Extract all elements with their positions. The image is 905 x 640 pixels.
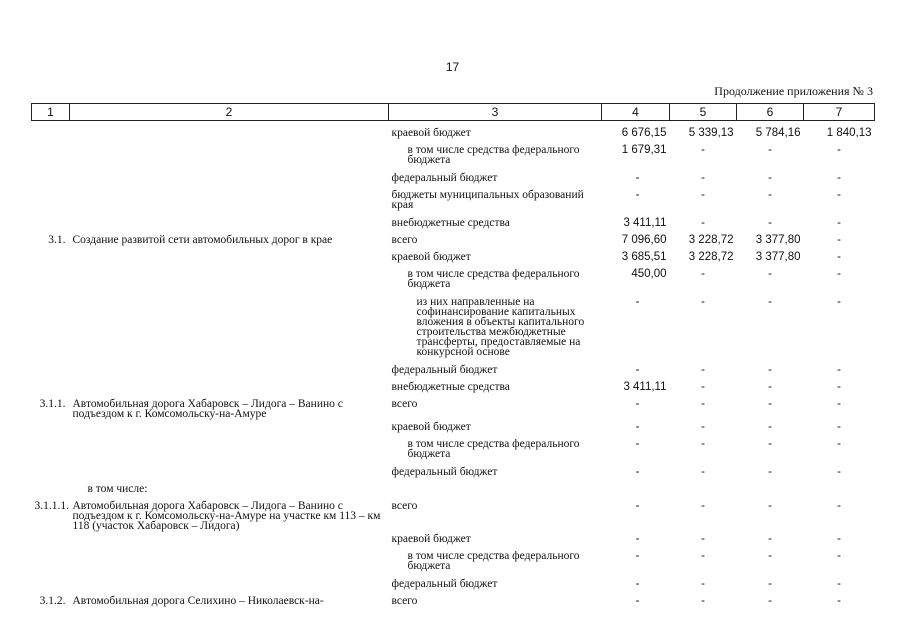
row-name	[70, 438, 389, 466]
value-col-7: -	[837, 397, 841, 410]
row-code: 3.1.1.1.	[34, 499, 69, 512]
value-col-7: -	[837, 532, 841, 545]
value-col-4: -	[635, 420, 640, 433]
value-col-4: 3 411,11	[623, 216, 667, 229]
value-col-5: -	[701, 532, 705, 545]
table-row	[32, 144, 875, 172]
value-col-7: -	[837, 549, 841, 562]
value-col-6: 3 377,80	[755, 250, 801, 263]
funding-source: федеральный бюджет	[391, 171, 498, 184]
value-col-6: 3 377,80	[755, 233, 801, 246]
column-header: 4	[602, 104, 670, 121]
table-row	[32, 217, 875, 234]
row-name	[70, 144, 389, 172]
row-name	[70, 578, 389, 595]
value-col-4: 3 411,11	[623, 380, 667, 393]
value-col-6: -	[768, 532, 772, 545]
value-col-5: -	[701, 363, 705, 376]
value-col-5: -	[701, 465, 705, 478]
funding-source: бюджеты муниципальных образований края	[391, 188, 584, 211]
header-row	[32, 104, 875, 121]
column-header: 2	[70, 104, 389, 121]
funding-source: всего	[391, 233, 418, 246]
value-col-4: -	[635, 549, 640, 562]
value-col-4: -	[635, 465, 640, 478]
value-col-4: -	[635, 397, 640, 410]
value-col-4: 3 685,51	[621, 250, 667, 263]
value-col-6: -	[768, 188, 772, 201]
appendix-continuation-label: Продолжение приложения № 3	[714, 84, 873, 98]
value-col-5: -	[701, 549, 705, 562]
value-col-5: -	[701, 594, 705, 607]
row-code	[32, 533, 70, 550]
row-code	[32, 550, 70, 578]
column-header: 3	[389, 104, 602, 121]
row-code: 3.1.	[48, 233, 66, 246]
value-col-7: -	[837, 594, 841, 607]
row-code	[32, 217, 70, 234]
value-col-4: -	[635, 577, 640, 590]
budget-table	[31, 103, 875, 612]
value-col-6	[737, 483, 804, 500]
value-col-4: 7 096,60	[621, 233, 667, 246]
value-col-5: -	[701, 267, 705, 280]
row-name	[70, 296, 389, 364]
value-col-5: -	[701, 295, 705, 308]
column-header: 7	[804, 104, 875, 121]
row-code	[32, 296, 70, 364]
value-col-7: -	[837, 437, 841, 450]
table-row	[32, 381, 875, 398]
funding-source: внебюджетные средства	[391, 380, 510, 393]
value-col-4: -	[635, 437, 640, 450]
page-number: 17	[445, 60, 460, 74]
row-code	[32, 268, 70, 296]
row-code	[32, 189, 70, 217]
value-col-4: -	[635, 363, 640, 376]
value-col-6: -	[768, 295, 772, 308]
value-col-7: -	[837, 295, 841, 308]
value-col-5: -	[701, 143, 705, 156]
value-col-5: -	[701, 420, 705, 433]
row-name: Автомобильная дорога Хабаровск – Лидога – Ванино с подъездом к г. Комсомольску-на-Амуре на участке км 113 – км 118 (участок Хабаровск – Лидога)	[72, 499, 381, 532]
value-col-5: -	[701, 171, 705, 184]
row-code	[32, 421, 70, 438]
table-row	[32, 364, 875, 381]
row-name	[70, 533, 389, 550]
value-col-5: -	[701, 380, 705, 393]
row-code	[32, 172, 70, 189]
funding-source: федеральный бюджет	[391, 577, 498, 590]
value-col-5: -	[701, 437, 705, 450]
value-col-4: -	[635, 594, 640, 607]
table-row	[32, 234, 875, 251]
value-col-6: -	[768, 363, 772, 376]
table-row	[32, 172, 875, 189]
row-code	[32, 483, 70, 500]
value-col-5: 3 228,72	[688, 233, 734, 246]
value-col-6: -	[768, 577, 772, 590]
row-name	[70, 550, 389, 578]
table-row	[32, 296, 875, 364]
table-row	[32, 421, 875, 438]
value-col-7: -	[837, 499, 841, 512]
funding-source: всего	[391, 499, 418, 512]
value-col-6: -	[768, 594, 772, 607]
value-col-7: -	[837, 267, 841, 280]
value-col-4	[602, 483, 670, 500]
row-name	[70, 251, 389, 268]
value-col-7	[804, 483, 875, 500]
value-col-5: -	[701, 397, 705, 410]
value-col-5: 3 228,72	[688, 250, 734, 263]
value-col-7: 1 840,13	[826, 126, 872, 139]
value-col-4: -	[635, 499, 640, 512]
table-row	[32, 595, 875, 612]
value-col-4: 6 676,15	[621, 126, 667, 139]
row-code	[32, 127, 70, 144]
value-col-7: -	[837, 188, 841, 201]
value-col-6: -	[768, 549, 772, 562]
row-name	[70, 421, 389, 438]
value-col-5	[670, 483, 737, 500]
value-col-6: -	[768, 216, 772, 229]
funding-source: в том числе средства федерального бюджета	[407, 549, 580, 572]
column-header: 6	[737, 104, 804, 121]
value-col-7: -	[837, 250, 841, 263]
row-name	[70, 364, 389, 381]
row-name	[70, 217, 389, 234]
table-row	[32, 500, 875, 533]
row-name: Автомобильная дорога Селихино – Николаевск-на-	[72, 594, 324, 607]
funding-source: федеральный бюджет	[391, 465, 498, 478]
row-name: Автомобильная дорога Хабаровск – Лидога – Ванино с подъездом к г. Комсомольску-на-Амуре	[72, 397, 343, 420]
table-body	[32, 121, 875, 612]
value-col-4: 1 679,31	[621, 143, 667, 156]
row-name	[70, 172, 389, 189]
value-col-6: -	[768, 143, 772, 156]
table-row	[32, 398, 875, 421]
value-col-7: -	[837, 171, 841, 184]
row-name: в том числе:	[87, 482, 148, 495]
table-row	[32, 127, 875, 144]
table-row	[32, 268, 875, 296]
value-col-6: -	[768, 171, 772, 184]
value-col-5: -	[701, 499, 705, 512]
column-header: 1	[32, 104, 70, 121]
funding-source: краевой бюджет	[391, 420, 471, 433]
value-col-7: -	[837, 233, 841, 246]
funding-source: краевой бюджет	[391, 126, 471, 139]
row-name	[70, 189, 389, 217]
row-name: Создание развитой сети автомобильных дорог в крае	[72, 233, 333, 246]
funding-source: федеральный бюджет	[391, 363, 498, 376]
funding-source: краевой бюджет	[391, 250, 471, 263]
value-col-4: -	[635, 171, 640, 184]
value-col-6: 5 784,16	[755, 126, 801, 139]
table-row	[32, 550, 875, 578]
column-header: 5	[670, 104, 737, 121]
row-code: 3.1.2.	[39, 594, 66, 607]
table-row	[32, 438, 875, 466]
value-col-6: -	[768, 267, 772, 280]
value-col-5: -	[701, 188, 705, 201]
value-col-7: -	[837, 363, 841, 376]
row-code	[32, 144, 70, 172]
table-row	[32, 533, 875, 550]
row-name	[70, 466, 389, 483]
value-col-7: -	[837, 420, 841, 433]
row-name	[70, 268, 389, 296]
value-col-4: -	[635, 188, 640, 201]
row-code	[32, 364, 70, 381]
value-col-6: -	[768, 420, 772, 433]
funding-source: в том числе средства федерального бюджета	[407, 143, 580, 166]
row-code	[32, 381, 70, 398]
value-col-5: 5 339,13	[688, 126, 734, 139]
table-row	[32, 251, 875, 268]
row-code	[32, 438, 70, 466]
value-col-6: -	[768, 437, 772, 450]
funding-source: из них направленные на софинансирование капитальных вложения в объекты капитального строительства межбюджетные трансферты, предоставляемые на конкурсной основе	[416, 295, 585, 358]
value-col-5: -	[701, 216, 705, 229]
row-code	[32, 251, 70, 268]
value-col-7: -	[837, 577, 841, 590]
funding-source: всего	[391, 594, 418, 607]
table-row	[32, 466, 875, 483]
value-col-4: -	[635, 295, 640, 308]
funding-source: в том числе средства федерального бюджета	[407, 267, 580, 290]
row-code: 3.1.1.	[39, 397, 66, 410]
table-row	[32, 189, 875, 217]
table-row	[32, 578, 875, 595]
value-col-6: -	[768, 499, 772, 512]
value-col-6: -	[768, 465, 772, 478]
value-col-7: -	[837, 143, 841, 156]
row-code	[32, 578, 70, 595]
value-col-7: -	[837, 465, 841, 478]
value-col-7: -	[837, 380, 841, 393]
value-col-6: -	[768, 397, 772, 410]
row-name	[70, 381, 389, 398]
value-col-4: -	[635, 532, 640, 545]
table-row	[32, 483, 875, 500]
funding-source: краевой бюджет	[391, 532, 471, 545]
row-name	[70, 127, 389, 144]
value-col-7: -	[837, 216, 841, 229]
value-col-5: -	[701, 577, 705, 590]
value-col-4: 450,00	[631, 267, 667, 280]
funding-source: внебюджетные средства	[391, 216, 510, 229]
funding-source: в том числе средства федерального бюджета	[407, 437, 580, 460]
funding-source	[389, 483, 602, 500]
value-col-6: -	[768, 380, 772, 393]
funding-source: всего	[391, 397, 418, 410]
row-code	[32, 466, 70, 483]
